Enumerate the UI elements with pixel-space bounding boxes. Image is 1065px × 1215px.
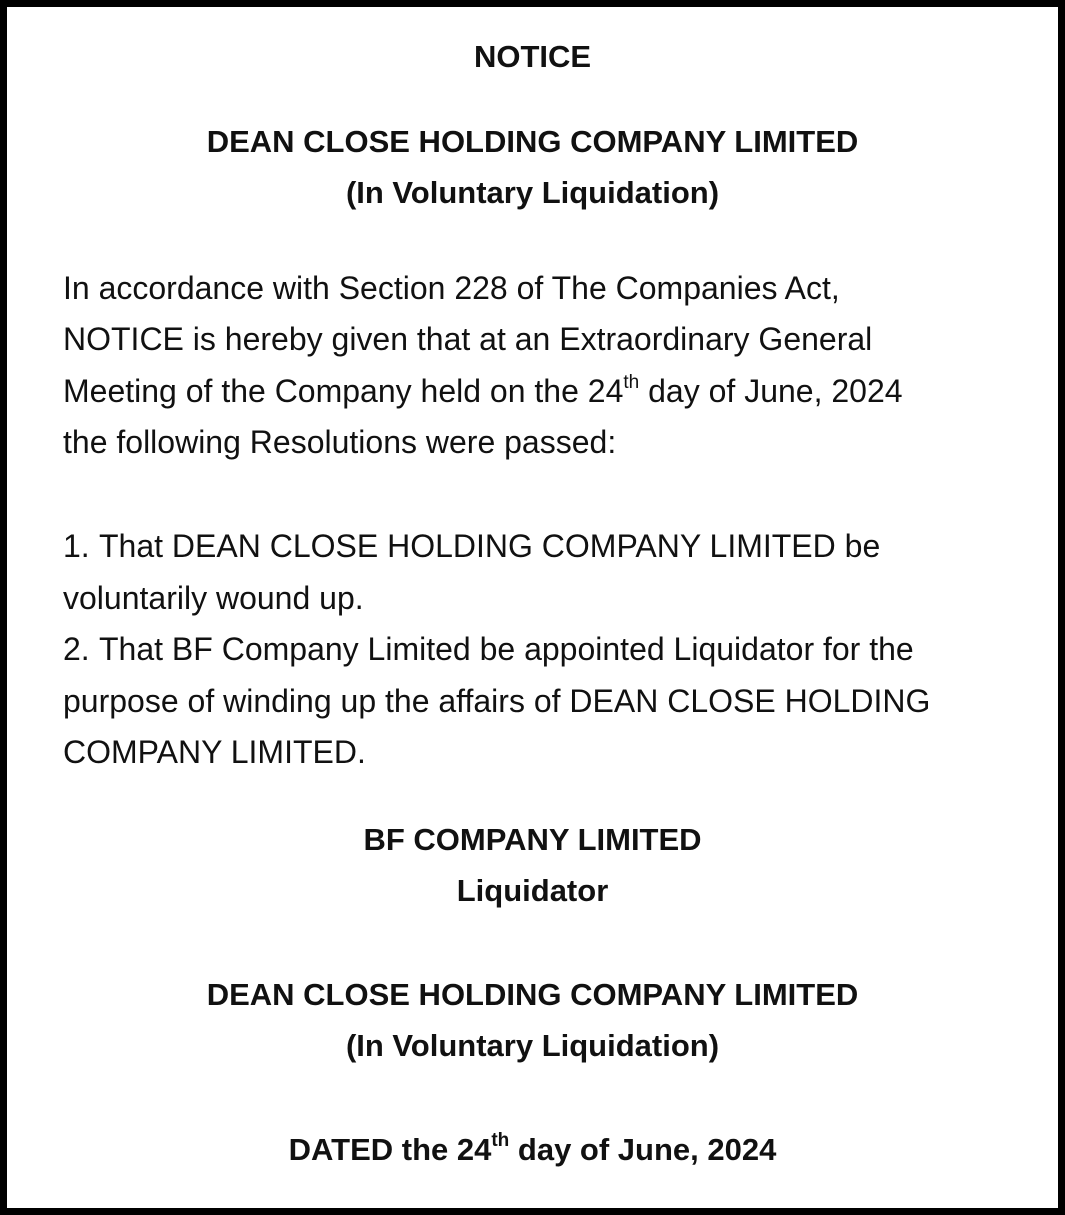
body-line-4: the following Resolutions were passed: [63, 424, 617, 460]
resolution-1-line-1: That DEAN CLOSE HOLDING COMPANY LIMITED be [99, 528, 881, 564]
body-line-3-sup: th [623, 372, 640, 393]
signatory-role: Liquidator [456, 873, 609, 908]
dated-pre: DATED the 24 [288, 1132, 492, 1167]
signatory-name: BF COMPANY LIMITED [363, 822, 702, 857]
body-line-3-post: day of June, 2024 [639, 373, 903, 409]
resolution-1 [63, 526, 880, 566]
notice-heading: NOTICE [473, 39, 592, 74]
dated-sup: th [491, 1130, 510, 1151]
footer-company-status: (In Voluntary Liquidation) [345, 1028, 720, 1063]
body-line-3 [63, 371, 903, 411]
dated-post: day of June, 2024 [509, 1132, 777, 1167]
body-line-1: In accordance with Section 228 of The Companies Act, [63, 270, 840, 306]
footer-company-name: DEAN CLOSE HOLDING COMPANY LIMITED [206, 977, 859, 1012]
resolution-1-number: 1. [63, 528, 90, 564]
resolution-1-line-2: voluntarily wound up. [63, 580, 364, 616]
body-line-2: NOTICE is hereby given that at an Extraordinary General [63, 321, 873, 357]
resolution-2-line-2: purpose of winding up the affairs of DEAN CLOSE HOLDING [63, 683, 931, 719]
resolution-2-number: 2. [63, 631, 90, 667]
resolution-2 [63, 629, 914, 669]
company-status: (In Voluntary Liquidation) [345, 175, 720, 210]
resolution-2-line-1: That BF Company Limited be appointed Liquidator for the [99, 631, 914, 667]
dated-line [0, 1130, 1065, 1170]
company-name: DEAN CLOSE HOLDING COMPANY LIMITED [206, 124, 859, 159]
body-line-3-pre: Meeting of the Company held on the 24 [63, 373, 624, 409]
resolution-2-line-3: COMPANY LIMITED. [63, 734, 366, 770]
